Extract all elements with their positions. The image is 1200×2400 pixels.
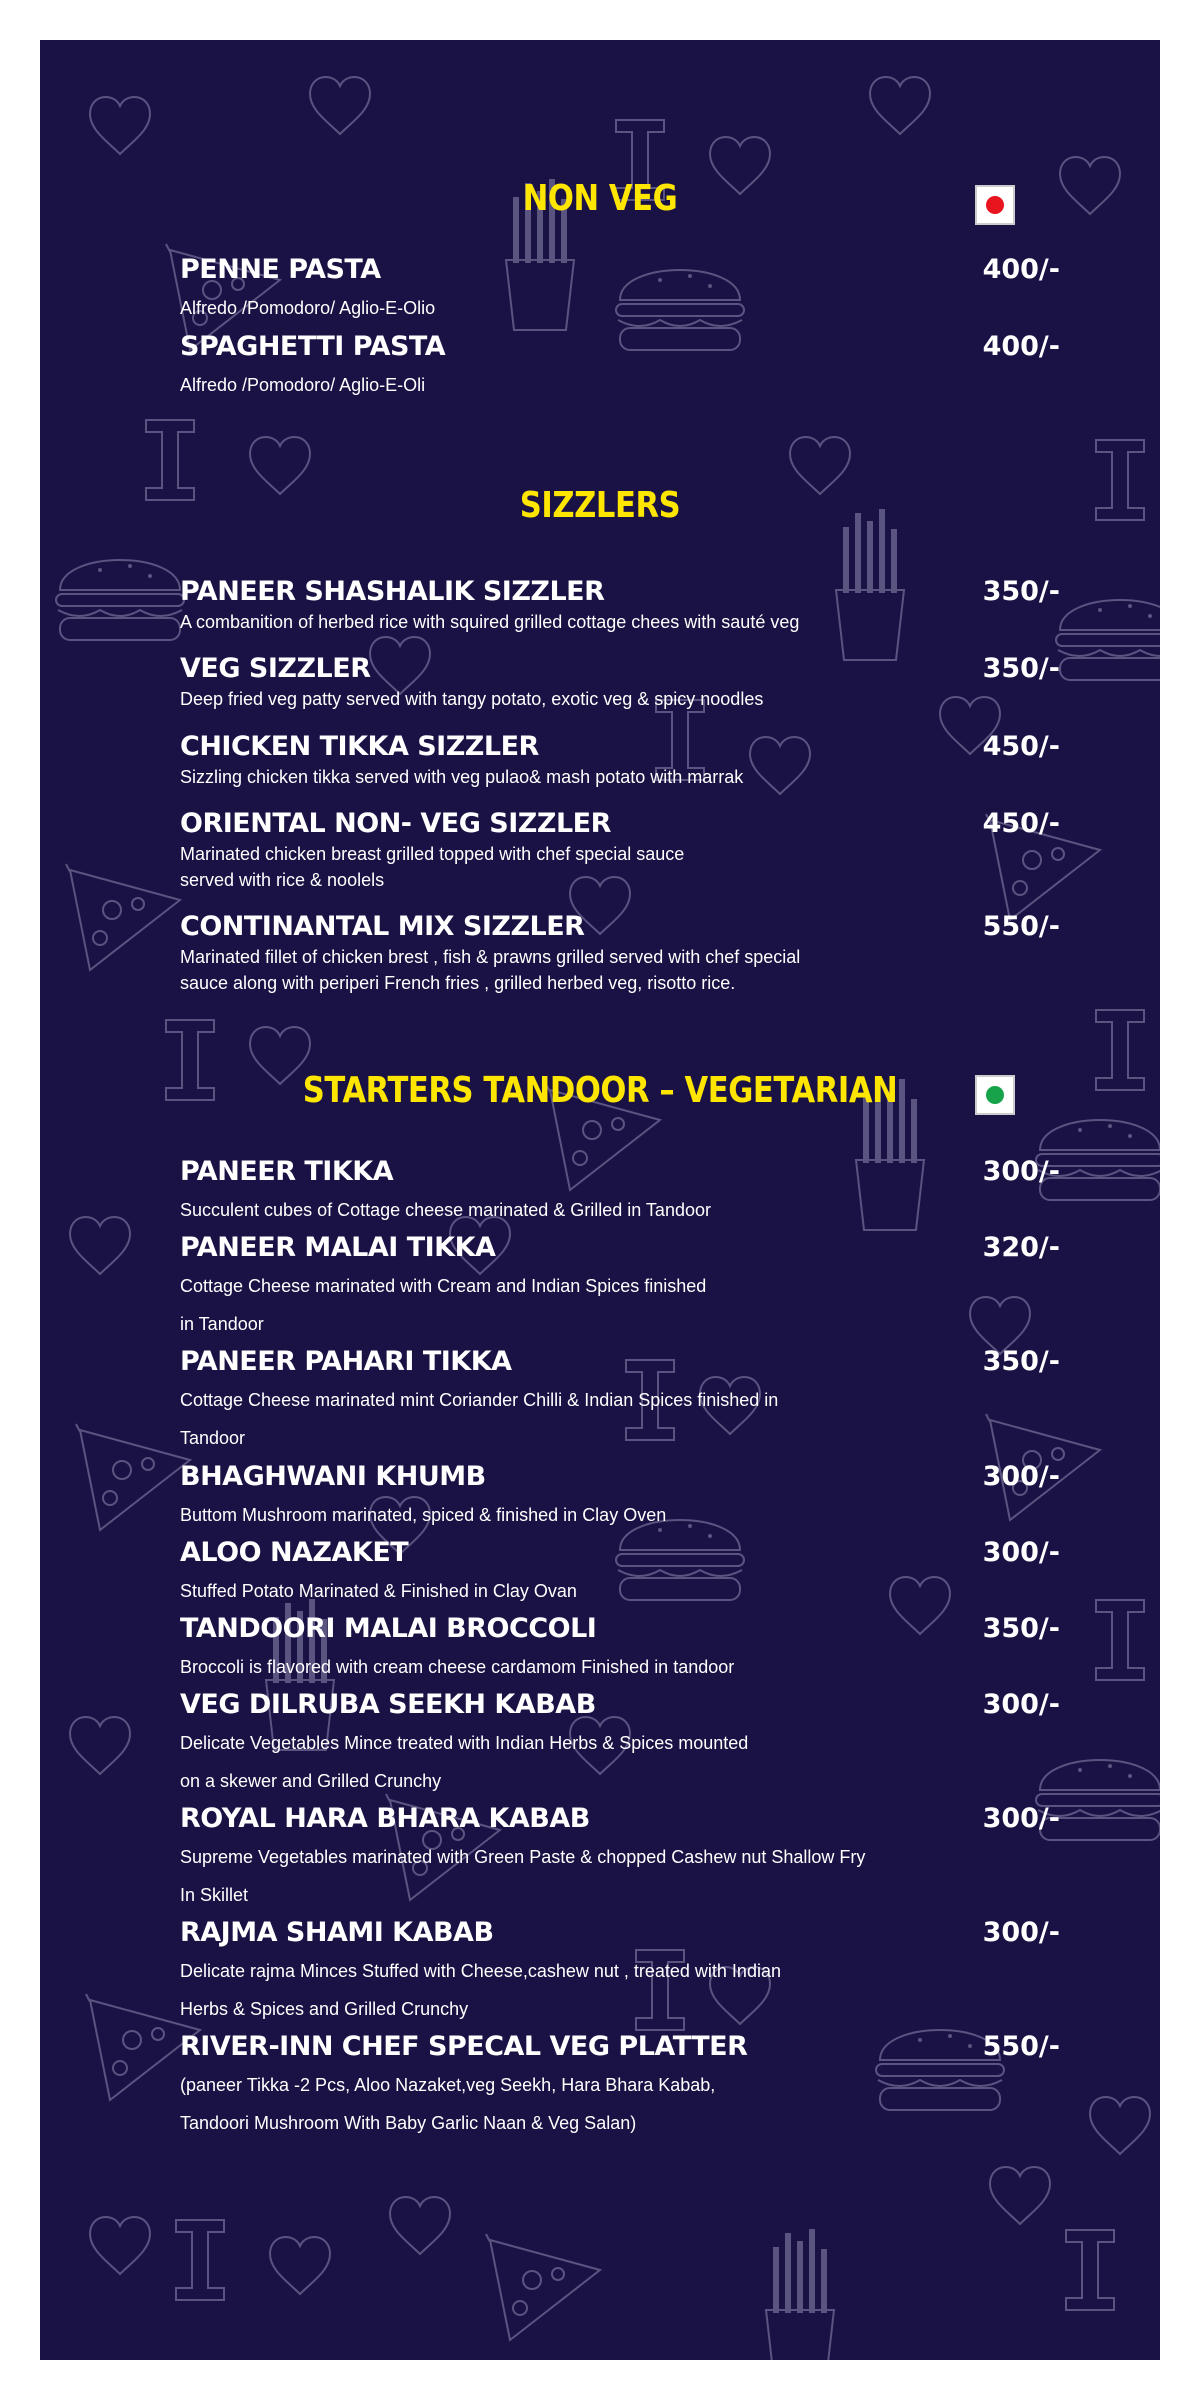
item-price: 350/-: [982, 653, 1060, 684]
item-description: Delicate Vegetables Mince treated with Indian Herbs & Spices mounted on a skewer and Grilled Crunchy: [180, 1733, 749, 1791]
item-description: Broccoli is flavored with cream cheese cardamom Finished in tandoor: [180, 1657, 735, 1677]
item-name: RIVER-INN CHEF SPECAL VEG PLATTER: [180, 2031, 748, 2062]
menu-item: [180, 1155, 1060, 1229]
item-description: (paneer Tikka -2 Pcs, Aloo Nazaket,veg Seekh, Hara Bhara Kabab, Tandoori Mushroom With Baby Garlic Naan & Veg Salan): [180, 2075, 716, 2133]
item-name: CONTINANTAL MIX SIZZLER: [180, 911, 585, 942]
item-description: Alfredo /Pomodoro/ Aglio-E-Olio: [180, 298, 436, 318]
item-name: VEG SIZZLER: [180, 653, 371, 684]
item-price: 300/-: [982, 1917, 1060, 1948]
menu-item: [180, 807, 1060, 893]
item-price: 550/-: [982, 2031, 1060, 2062]
item-name: TANDOORI MALAI BROCCOLI: [180, 1613, 597, 1644]
menu-item: [180, 910, 1060, 996]
item-name: SPAGHETTI PASTA: [180, 331, 446, 362]
menu-item: [180, 575, 1060, 635]
item-name: PANEER PAHARI TIKKA: [180, 1346, 512, 1377]
menu-item: [180, 330, 1060, 404]
item-name: PANEER TIKKA: [180, 1156, 394, 1187]
item-description: Sizzling chicken tikka served with veg pulao& mash potato with marrak: [180, 767, 744, 787]
item-description: Alfredo /Pomodoro/ Aglio-E-Oli: [180, 375, 426, 395]
item-description: Buttom Mushroom marinated, spiced & finished in Clay Oven: [180, 1505, 667, 1525]
item-description: Deep fried veg patty served with tangy potato, exotic veg & spicy noodles: [180, 689, 764, 709]
item-description: Supreme Vegetables marinated with Green Paste & chopped Cashew nut Shallow Fry In Skillet: [180, 1847, 866, 1905]
item-name: ORIENTAL NON- VEG SIZZLER: [180, 808, 611, 839]
item-name: VEG DILRUBA SEEKH KABAB: [180, 1689, 596, 1720]
item-price: 300/-: [982, 1461, 1060, 1492]
item-name: PANEER MALAI TIKKA: [180, 1232, 496, 1263]
item-price: 400/-: [982, 254, 1060, 285]
item-name: PANEER SHASHALIK SIZZLER: [180, 576, 605, 607]
menu-item: [180, 1802, 1060, 1914]
item-description: Cottage Cheese marinated with Cream and Indian Spices finished in Tandoor: [180, 1276, 707, 1334]
item-name: RAJMA SHAMI KABAB: [180, 1917, 494, 1948]
item-price: 450/-: [982, 731, 1060, 762]
item-price: 300/-: [982, 1537, 1060, 1568]
item-name: CHICKEN TIKKA SIZZLER: [180, 731, 539, 762]
menu-item: [180, 1916, 1060, 2028]
item-description: Stuffed Potato Marinated & Finished in Clay Ovan: [180, 1581, 577, 1601]
menu-item: [180, 253, 1060, 327]
menu-item: [180, 652, 1060, 712]
item-price: 450/-: [982, 808, 1060, 839]
menu-item: [180, 1231, 1060, 1343]
menu-item: [180, 1345, 1060, 1457]
menu-card: [40, 40, 1160, 2360]
item-description: Marinated fillet of chicken brest , fish & prawns grilled served with chef special sauce along with periperi French fries , grilled herbed veg, risotto rice.: [180, 947, 801, 993]
veg-mark-icon: [975, 1075, 1015, 1115]
menu-item: [180, 1536, 1060, 1610]
item-price: 300/-: [982, 1803, 1060, 1834]
item-description: A combanition of herbed rice with squired grilled cottage chees with sauté veg: [180, 612, 800, 632]
menu-item: [180, 1688, 1060, 1800]
item-price: 400/-: [982, 331, 1060, 362]
item-price: 350/-: [982, 576, 1060, 607]
item-name: PENNE PASTA: [180, 254, 381, 285]
menu-item: [180, 2030, 1060, 2142]
item-price: 550/-: [982, 911, 1060, 942]
item-price: 320/-: [982, 1232, 1060, 1263]
menu-item: [180, 730, 1060, 790]
item-price: 300/-: [982, 1689, 1060, 1720]
item-description: Delicate rajma Minces Stuffed with Cheese,cashew nut , treated with Indian Herbs & Spices and Grilled Crunchy: [180, 1961, 781, 2019]
section-title-sizzlers: SIZZLERS: [519, 485, 681, 526]
item-price: 350/-: [982, 1346, 1060, 1377]
item-name: ALOO NAZAKET: [180, 1537, 409, 1568]
item-description: Cottage Cheese marinated mint Coriander Chilli & Indian Spices finished in Tandoor: [180, 1390, 779, 1448]
menu-item: [180, 1460, 1060, 1534]
item-price: 300/-: [982, 1156, 1060, 1187]
item-name: ROYAL HARA BHARA KABAB: [180, 1803, 590, 1834]
item-price: 350/-: [982, 1613, 1060, 1644]
item-description: Succulent cubes of Cottage cheese marinated & Grilled in Tandoor: [180, 1200, 711, 1220]
menu-item: [180, 1612, 1060, 1686]
item-name: BHAGHWANI KHUMB: [180, 1461, 486, 1492]
section-title-non-veg: NON VEG: [522, 178, 678, 219]
item-description: Marinated chicken breast grilled topped with chef special sauce served with rice & noolels: [180, 844, 685, 890]
non-veg-mark-icon: [975, 185, 1015, 225]
section-title-starters-tandoor: STARTERS TANDOOR – VEGETARIAN: [302, 1070, 898, 1111]
